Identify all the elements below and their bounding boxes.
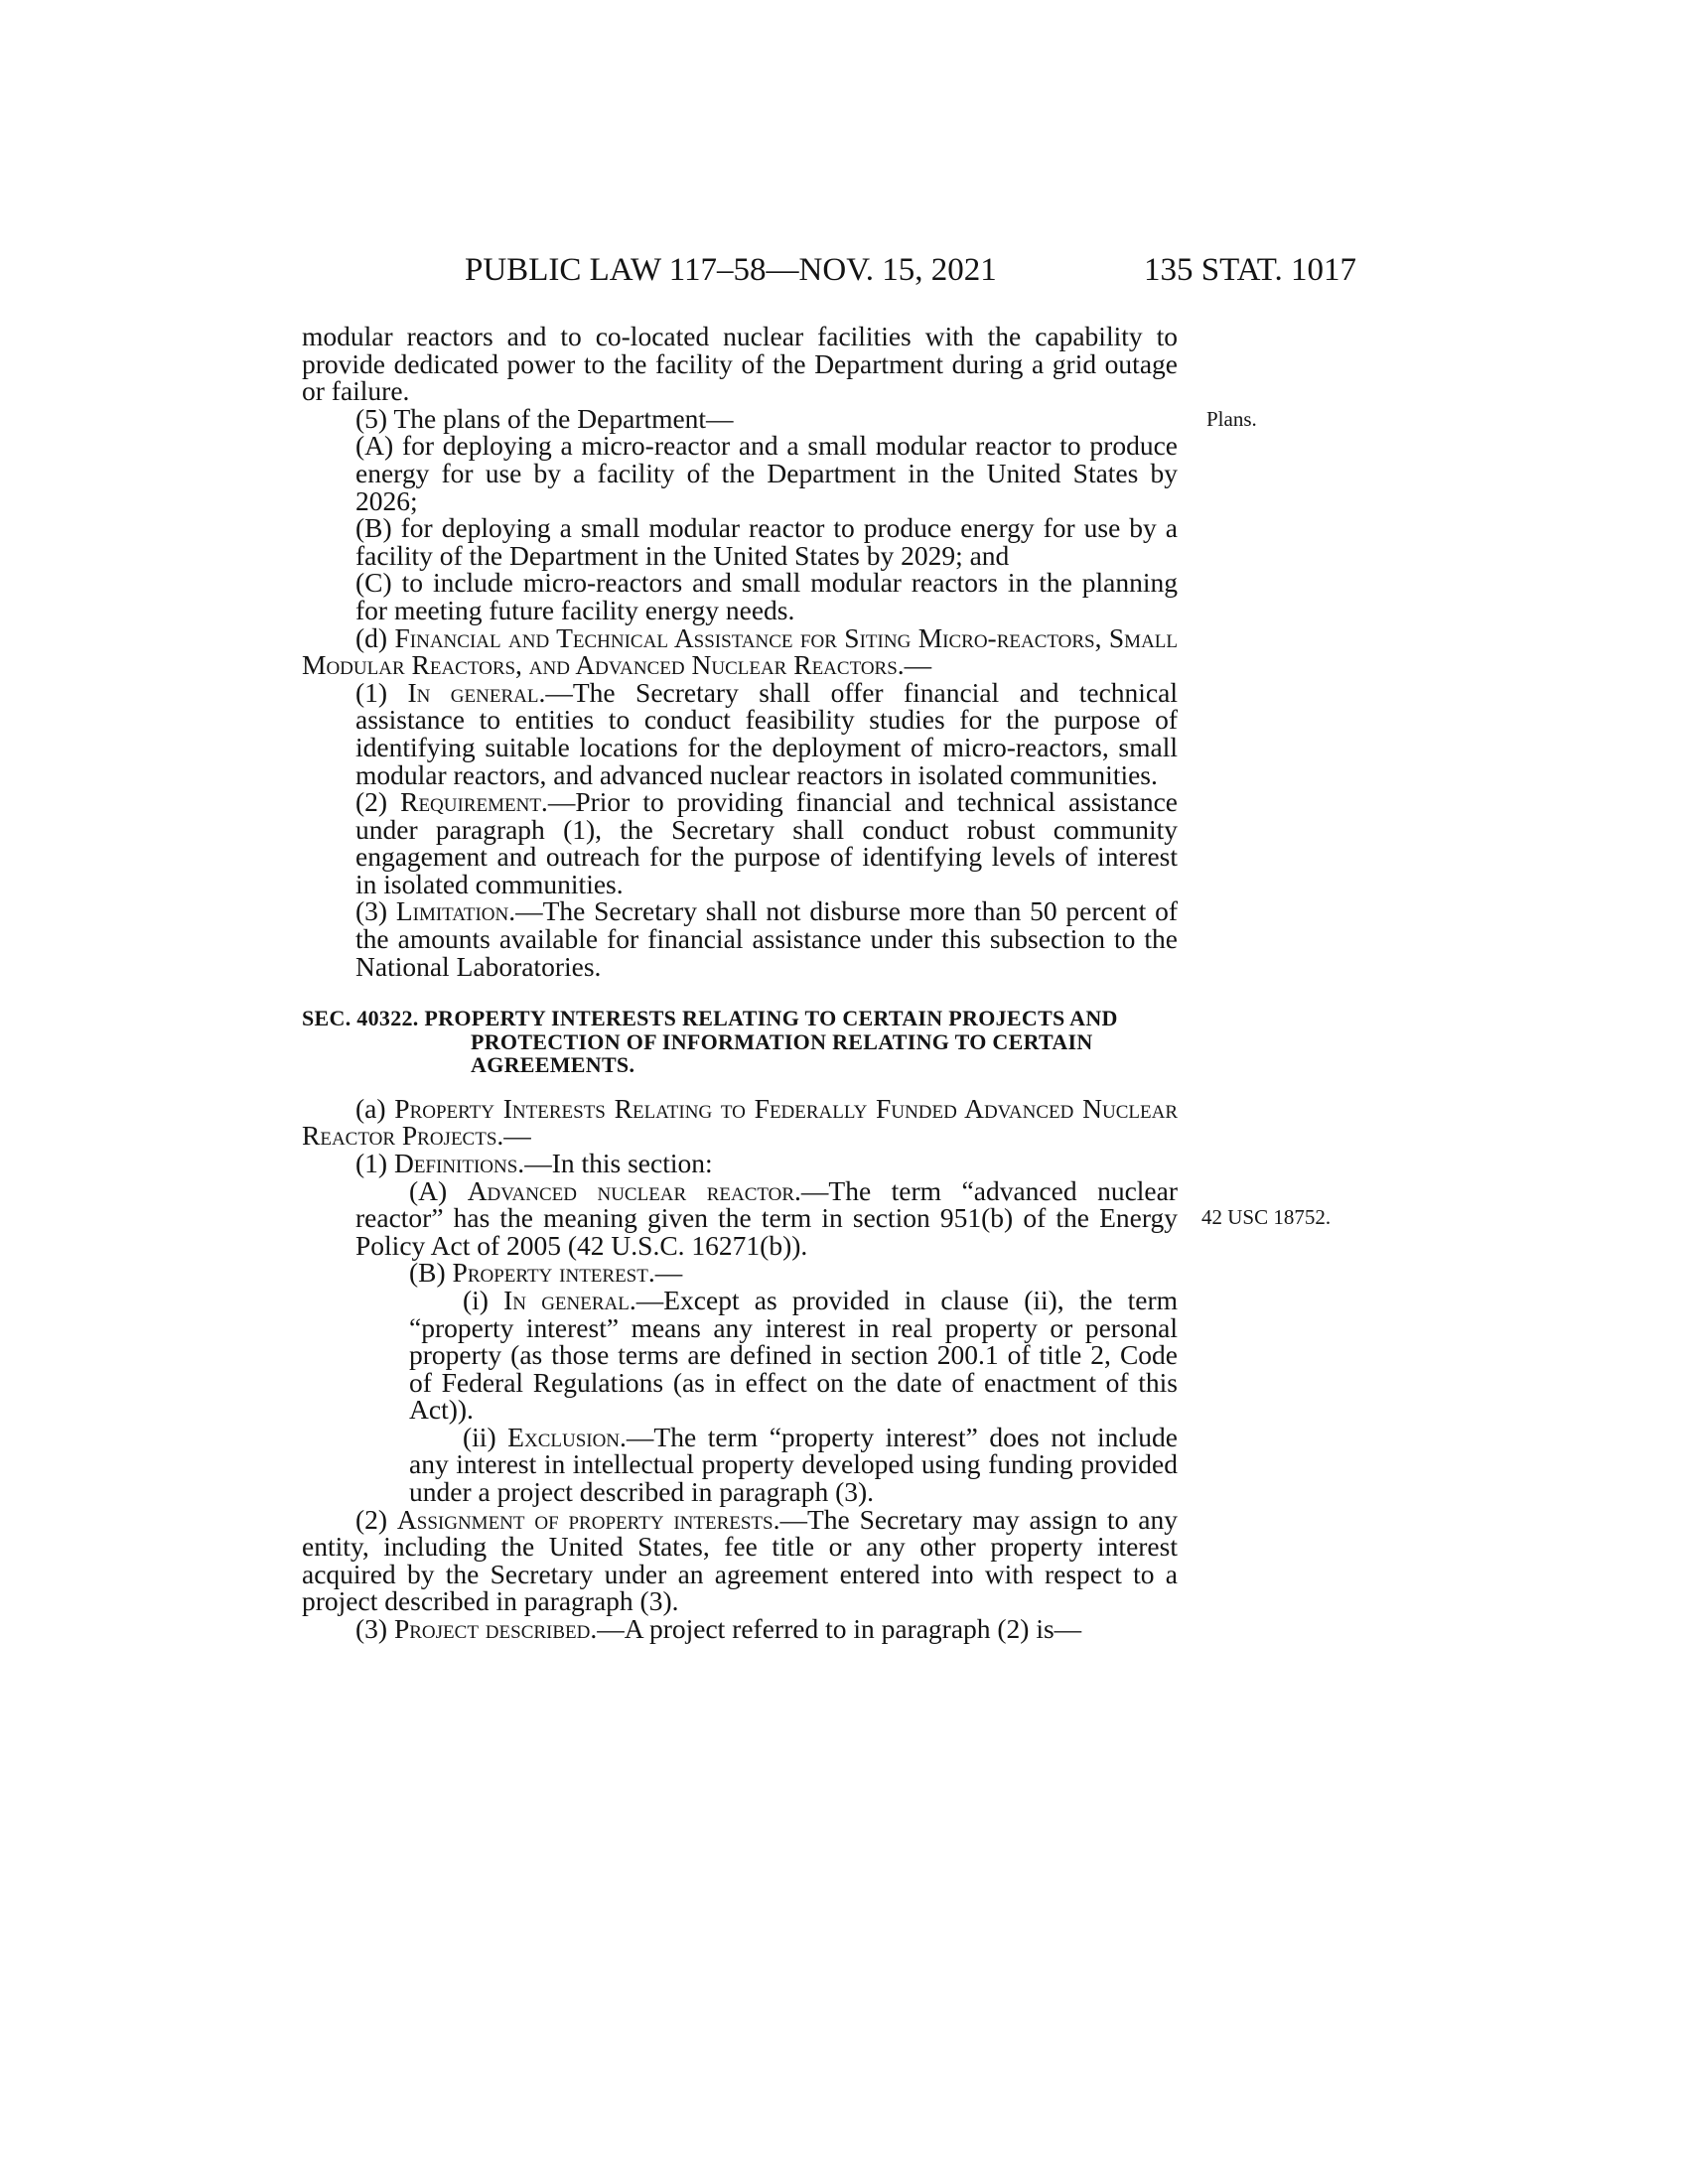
section-heading: SEC. 40322. PROPERTY INTERESTS RELATING TO CERTAIN PROJECTS AND PROTECTION OF INFORMATION RELATING TO CERTAIN AGREEMENTS. — [302, 1006, 1118, 1078]
paragraph-d-1-text: —The Secretary shall offer financial and technical assistance to entities to conduct feasibility studies for the purpose of identifying suitable locations for the deployment of micro-reactors, small modular reactors, and advanced nuclear reactors in isolated communities. — [355, 676, 1178, 790]
subsection-d-number: (d) — [355, 621, 395, 653]
paragraph-5-plans: (5) The plans of the Department— — [355, 402, 734, 434]
subsection-d-heading: Financial and Technical Assistance for Siting Micro-reactors, Small Modular Reactors, and Advanced Nuclear Reactors.— — [302, 621, 1178, 681]
clause-a-1-B-i — [302, 1284, 1178, 1426]
paragraph-continuation: modular reactors and to co-located nuclear facilities with the capability to provide dedicated power to the facility of the Department during a grid outage or failure. — [302, 321, 1178, 407]
paragraph-a-2-text: —The Secretary may assign to any entity, including the United States, fee title or any other property interest acquired by the Secretary under an agreement entered into with respect to a project described in paragraph (3). — [302, 1503, 1178, 1617]
paragraph-d-2-text: —Prior to providing financial and technical assistance under paragraph (1), the Secretary shall conduct robust community engagement and outreach for the purpose of identifying levels of interest in isolated communities. — [355, 786, 1178, 899]
subparagraph-5-C: (C) to include micro-reactors and small modular reactors in the planning for meeting future facility energy needs. — [355, 567, 1178, 625]
paragraph-d-1-heading: In general. — [407, 676, 546, 708]
running-header-page-citation: 135 STAT. 1017 — [1144, 252, 1357, 288]
subparagraph-a-1-B-text: — — [654, 1257, 683, 1289]
subsection-a — [302, 1092, 1178, 1152]
paragraph-a-1-number: (1) — [355, 1147, 394, 1178]
margin-note-plans: Plans. — [1206, 407, 1257, 431]
subparagraph-a-1-A-number: (A) — [409, 1174, 468, 1206]
clause-a-1-B-ii-number: (ii) — [463, 1421, 508, 1452]
paragraph-d-1 — [302, 676, 1178, 790]
subparagraph-a-1-B-heading: Property interest. — [452, 1257, 655, 1289]
paragraph-a-2 — [302, 1503, 1178, 1617]
subparagraph-a-1-B — [302, 1259, 1178, 1287]
paragraph-d-2-heading: Requirement. — [400, 786, 548, 818]
paragraph-d-1-number: (1) — [355, 676, 408, 708]
clause-a-1-B-i-number: (i) — [463, 1284, 504, 1315]
paragraph-d-2-number: (2) — [355, 786, 401, 818]
subparagraph-a-1-A-heading: Advanced nuclear reactor. — [467, 1174, 801, 1206]
paragraph-d-3-text: —The Secretary shall not disburse more than 50 percent of the amounts available for financial assistance under this subsection to the National Laboratories. — [355, 895, 1178, 982]
paragraph-a-2-number: (2) — [355, 1503, 397, 1535]
paragraph-a-3-number: (3) — [355, 1613, 394, 1645]
paragraph-d-3 — [302, 897, 1178, 980]
subparagraph-5-B: (B) for deploying a small modular reactor to produce energy for use by a facility of the Department in the United States by 2029; and — [355, 512, 1178, 571]
paragraph-d-3-number: (3) — [355, 895, 396, 927]
clause-a-1-B-ii — [302, 1421, 1178, 1508]
margin-note-usc-citation: 42 USC 18752. — [1201, 1205, 1332, 1229]
page-body-text — [302, 323, 1178, 1643]
paragraph-a-3 — [302, 1615, 1178, 1643]
paragraph-a-3-heading: Project described. — [393, 1613, 598, 1645]
paragraph-a-2-heading: Assignment of property interests. — [396, 1503, 780, 1535]
paragraph-a-3-text: —A project referred to in paragraph (2) is— — [597, 1613, 1082, 1645]
clause-a-1-B-ii-text: —The term “property interest” does not include any interest in intellectual property developed using funding provided under a project described in paragraph (3). — [409, 1421, 1178, 1508]
paragraph-a-1-text: —In this section: — [524, 1147, 713, 1178]
paragraph-d-3-heading: Limitation. — [395, 895, 516, 927]
subsection-d — [302, 621, 1178, 681]
subparagraph-a-1-B-number: (B) — [409, 1257, 453, 1289]
subsection-a-number: (a) — [355, 1092, 395, 1124]
clause-a-1-B-i-heading: In general. — [503, 1284, 636, 1315]
running-header-left: PUBLIC LAW 117–58—NOV. 15, 2021 — [465, 252, 997, 288]
subparagraph-a-1-A-text: —The term “advanced nuclear reactor” has the meaning given the term in section 951(b) of the Energy Policy Act of 2005 (42 U.S.C. 16271(b)). — [355, 1174, 1178, 1261]
clause-a-1-B-i-text: —Except as provided in clause (ii), the term “property interest” means any interest in real property or personal property (as those terms are defined in section 200.1 of title 2, Code of Federal Regulations (as in effect on the date of enactment of this Act)). — [409, 1284, 1178, 1426]
paragraph-d-2 — [302, 788, 1178, 897]
subsection-a-heading: Property Interests Relating to Federally Funded Advanced Nuclear Reactor Projects.— — [302, 1092, 1178, 1152]
paragraph-a-1-heading: Definitions. — [393, 1147, 525, 1178]
paragraph-a-1 — [302, 1147, 1178, 1178]
clause-a-1-B-ii-heading: Exclusion. — [507, 1421, 627, 1452]
subparagraph-5-A: (A) for deploying a micro-reactor and a small modular reactor to produce energy for use by a facility of the Department in the United States by 2026; — [355, 430, 1178, 516]
subparagraph-a-1-A — [302, 1174, 1178, 1261]
